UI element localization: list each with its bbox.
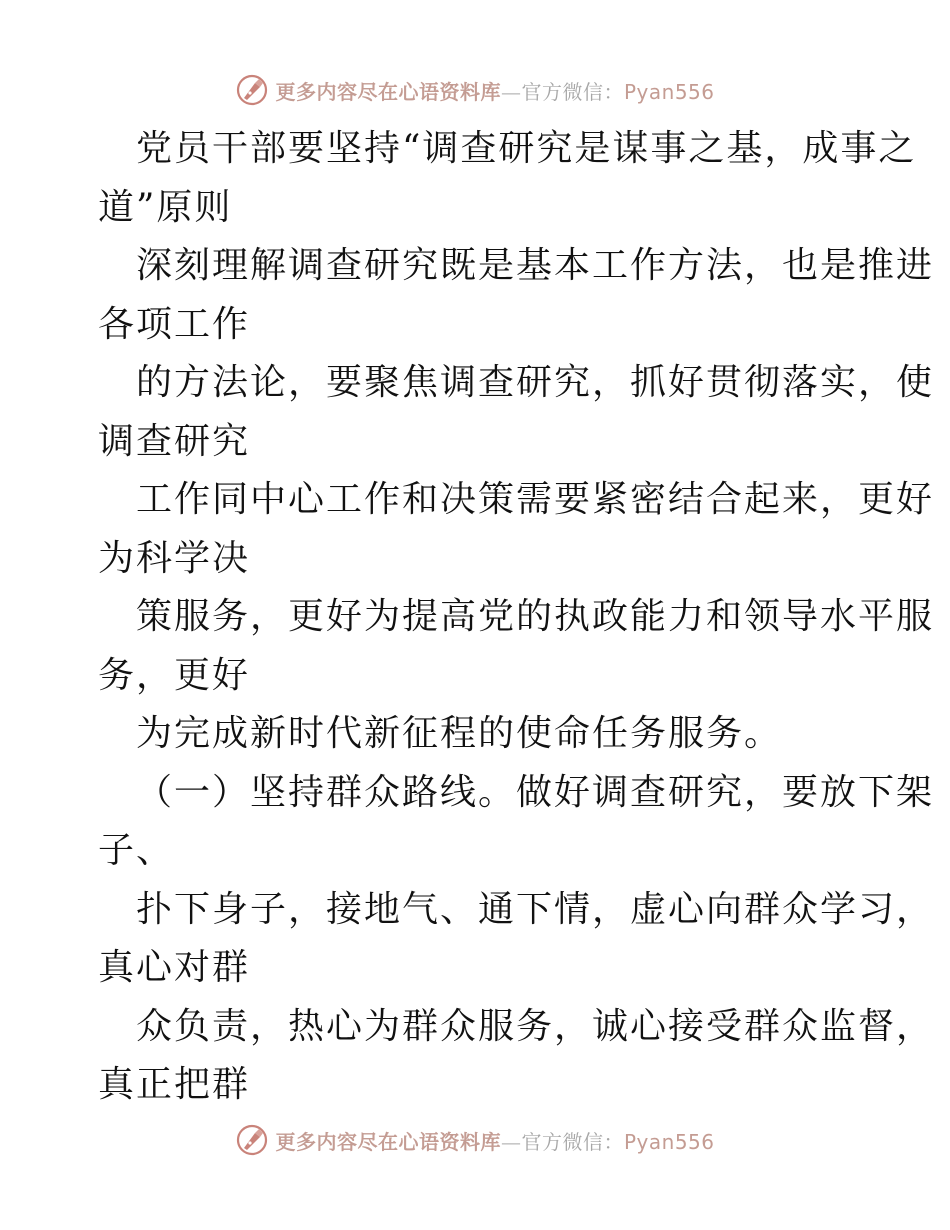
watermark-wechat-id: Pyan556 (623, 79, 715, 104)
watermark-wechat-id: Pyan556 (623, 1129, 715, 1154)
text-line: 子、 (98, 830, 175, 871)
pen-nib-logo-icon (235, 73, 269, 107)
watermark-dash: — (500, 79, 522, 104)
text-line: 策服务，更好为提高党的执政能力和领导水平服 (136, 596, 935, 637)
text-line: 为科学决 (98, 537, 251, 579)
text-line: 真正把群 (98, 1064, 251, 1105)
watermark-wechat-label: 官方微信： (521, 1129, 624, 1154)
text-line: 扑下身子，接地气、通下情，虚心向群众学习， (136, 888, 935, 930)
text-line: 道”原则 (98, 186, 233, 228)
text-line: 的方法论，要聚焦调查研究，抓好贯彻落实，使 (136, 362, 935, 403)
pen-nib-logo-icon (235, 1123, 269, 1157)
footer-watermark-banner (0, 1120, 950, 1160)
text-line: 调查研究 (98, 420, 251, 462)
text-line: 深刻理解调查研究既是基本工作方法，也是推进 (136, 245, 935, 286)
text-line: 党员干部要坚持“调查研究是谋事之基，成事之 (136, 128, 917, 169)
watermark-wechat-label: 官方微信： (521, 79, 624, 104)
text-line: 为完成新时代新征程的使命任务服务。 (136, 713, 783, 754)
watermark-dash: — (500, 1129, 522, 1154)
watermark-main-text: 更多内容尽在心语资料库 (275, 79, 501, 104)
text-line: 众负责，热心为群众服务，诚心接受群众监督， (136, 1005, 935, 1047)
header-watermark-banner (0, 70, 950, 110)
watermark-main-text: 更多内容尽在心语资料库 (275, 1129, 501, 1154)
text-line: 工作同中心工作和决策需要紧密结合起来，更好 (136, 479, 935, 520)
document-body (98, 120, 935, 1115)
watermark-text (275, 76, 714, 105)
text-line: 真心对群 (98, 947, 251, 988)
text-line: 务，更好 (98, 654, 251, 696)
text-line: 各项工作 (98, 303, 251, 345)
text-line: （一）坚持群众路线。做好调查研究，要放下架 (136, 771, 935, 813)
watermark-text (275, 1126, 714, 1155)
